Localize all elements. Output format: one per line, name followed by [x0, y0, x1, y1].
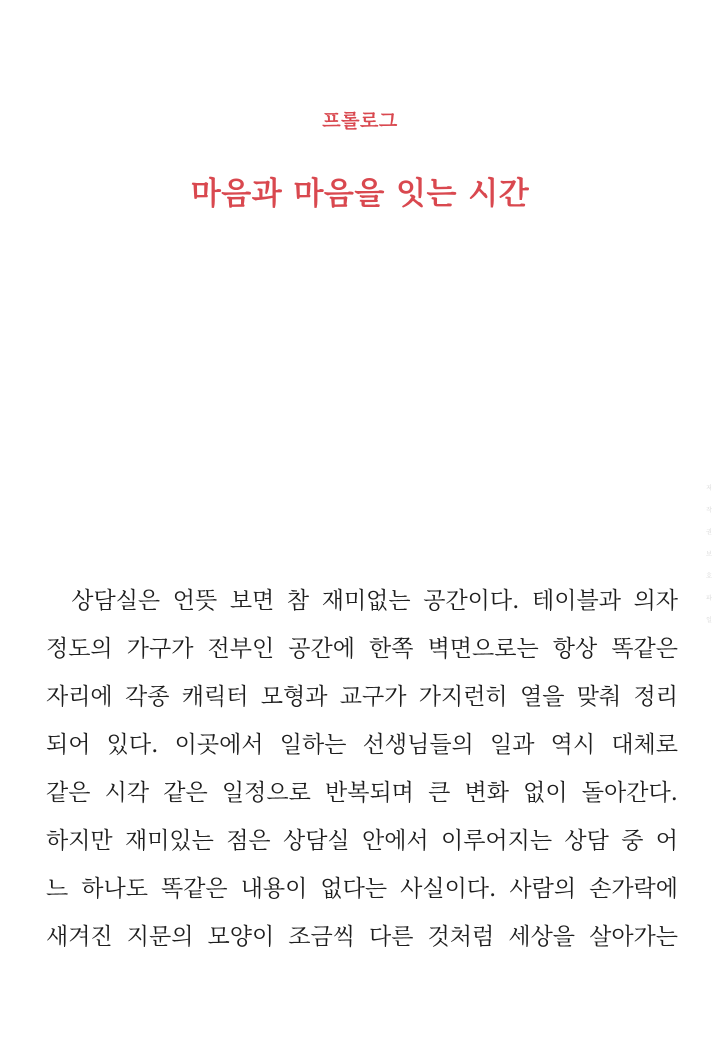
chapter-title: 마음과 마음을 잇는 시간 [190, 176, 530, 212]
copyright-watermark: 저 작 권 보 호 파 일 [706, 485, 712, 624]
body-line: 자리에 각종 캐릭터 모형과 교구가 가지런히 열을 맞춰 정리 [46, 684, 678, 710]
body-line: 새겨진 지문의 모양이 조금씩 다른 것처럼 세상을 살아가는 [46, 924, 678, 950]
body-line: 정도의 가구가 전부인 공간에 한쪽 벽면으로는 항상 똑같은 [46, 636, 678, 662]
body-paragraph [46, 577, 678, 961]
chapter-label: 프롤로그 [322, 110, 398, 132]
body-line: 되어 있다. 이곳에서 일하는 선생님들의 일과 역시 대체로 [46, 732, 678, 758]
body-line: 같은 시각 같은 일정으로 반복되며 큰 변화 없이 돌아간다. [46, 780, 678, 806]
body-line: 하지만 재미있는 점은 상담실 안에서 이루어지는 상담 중 어 [46, 828, 678, 854]
body-line: 느 하나도 똑같은 내용이 없다는 사실이다. 사람의 손가락에 [46, 876, 678, 902]
body-line: 상담실은 언뜻 보면 참 재미없는 공간이다. 테이블과 의자 [46, 588, 678, 614]
